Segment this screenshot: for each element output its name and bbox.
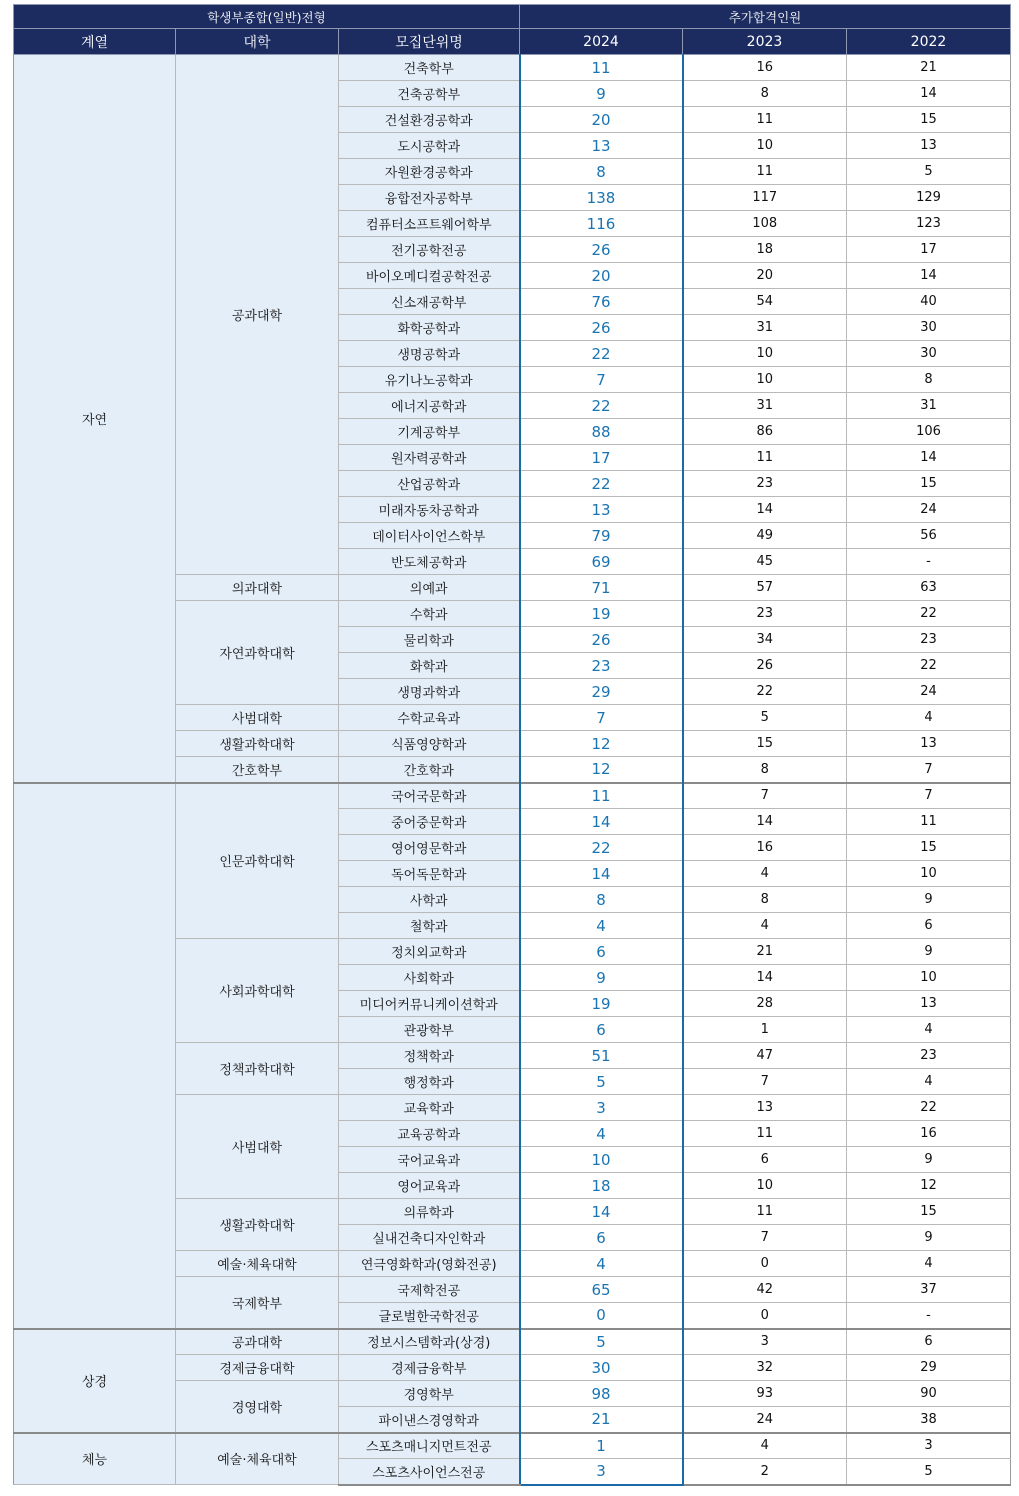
group-cell xyxy=(14,783,176,1329)
admission-type-header: 학생부종합(일반)전형 xyxy=(14,5,520,29)
table-row xyxy=(14,1329,1011,1355)
value-2023-cell: 93 xyxy=(683,1381,847,1407)
value-2024-cell: 69 xyxy=(520,549,683,575)
group-cell: 자연 xyxy=(14,55,176,783)
unit-name-cell: 의예과 xyxy=(339,575,520,601)
value-2024-cell: 4 xyxy=(520,1121,683,1147)
value-2023-cell: 7 xyxy=(683,783,847,809)
value-2024-cell: 6 xyxy=(520,1017,683,1043)
value-2022-cell: 13 xyxy=(847,731,1011,757)
value-2024-cell: 6 xyxy=(520,939,683,965)
unit-name-cell: 경영학부 xyxy=(339,1381,520,1407)
value-2023-cell: 10 xyxy=(683,341,847,367)
unit-name-cell: 스포츠사이언스전공 xyxy=(339,1459,520,1485)
value-2022-cell: 22 xyxy=(847,1095,1011,1121)
college-cell: 간호학부 xyxy=(176,757,339,783)
value-2022-cell: 5 xyxy=(847,159,1011,185)
unit-name-cell: 국어교육과 xyxy=(339,1147,520,1173)
value-2024-cell: 22 xyxy=(520,341,683,367)
value-2022-cell: 12 xyxy=(847,1173,1011,1199)
value-2023-cell: 42 xyxy=(683,1277,847,1303)
value-2022-cell: 9 xyxy=(847,1147,1011,1173)
college-cell: 경제금융대학 xyxy=(176,1355,339,1381)
unit-name-cell: 생명공학과 xyxy=(339,341,520,367)
value-2024-cell: 26 xyxy=(520,315,683,341)
year-2023-header: 2023 xyxy=(683,29,847,55)
value-2022-cell: 13 xyxy=(847,991,1011,1017)
value-2023-cell: 14 xyxy=(683,497,847,523)
value-2023-cell: 0 xyxy=(683,1251,847,1277)
value-2023-cell: 32 xyxy=(683,1355,847,1381)
unit-name-cell: 철학과 xyxy=(339,913,520,939)
unit-name-cell: 정치외교학과 xyxy=(339,939,520,965)
value-2023-cell: 8 xyxy=(683,887,847,913)
value-2022-cell: 56 xyxy=(847,523,1011,549)
value-2024-cell: 88 xyxy=(520,419,683,445)
unit-name-cell: 의류학과 xyxy=(339,1199,520,1225)
value-2023-cell: 23 xyxy=(683,471,847,497)
value-2022-cell: 16 xyxy=(847,1121,1011,1147)
college-cell: 공과대학 xyxy=(176,1329,339,1355)
value-2023-cell: 18 xyxy=(683,237,847,263)
value-2022-cell: 23 xyxy=(847,627,1011,653)
unit-name-cell: 실내건축디자인학과 xyxy=(339,1225,520,1251)
value-2022-cell: 10 xyxy=(847,965,1011,991)
value-2023-cell: 10 xyxy=(683,1173,847,1199)
value-2023-cell: 5 xyxy=(683,705,847,731)
value-2024-cell: 8 xyxy=(520,887,683,913)
unit-name-cell: 정책학과 xyxy=(339,1043,520,1069)
value-2023-cell: 34 xyxy=(683,627,847,653)
value-2022-cell: 13 xyxy=(847,133,1011,159)
value-2023-cell: 49 xyxy=(683,523,847,549)
value-2024-cell: 5 xyxy=(520,1329,683,1355)
value-2024-cell: 10 xyxy=(520,1147,683,1173)
value-2023-cell: 24 xyxy=(683,1407,847,1433)
unit-name-cell: 유기나노공학과 xyxy=(339,367,520,393)
college-cell: 사회과학대학 xyxy=(176,939,339,1043)
value-2022-cell: 5 xyxy=(847,1459,1011,1485)
unit-name-cell: 수학과 xyxy=(339,601,520,627)
value-2024-cell: 6 xyxy=(520,1225,683,1251)
value-2024-cell: 11 xyxy=(520,783,683,809)
value-2023-cell: 31 xyxy=(683,393,847,419)
value-2024-cell: 22 xyxy=(520,471,683,497)
unit-name-cell: 건축학부 xyxy=(339,55,520,81)
value-2024-cell: 29 xyxy=(520,679,683,705)
unit-name-cell: 영어영문학과 xyxy=(339,835,520,861)
value-2022-cell: 4 xyxy=(847,705,1011,731)
group-cell: 상경 xyxy=(14,1329,176,1433)
unit-name-cell: 글로벌한국학전공 xyxy=(339,1303,520,1329)
extra-admits-table xyxy=(13,4,1011,1486)
college-cell: 인문과학대학 xyxy=(176,783,339,939)
value-2024-cell: 1 xyxy=(520,1433,683,1459)
unit-name-cell: 자원환경공학과 xyxy=(339,159,520,185)
value-2024-cell: 17 xyxy=(520,445,683,471)
unit-name-cell: 사회학과 xyxy=(339,965,520,991)
unit-name-cell: 미래자동차공학과 xyxy=(339,497,520,523)
value-2022-cell: 14 xyxy=(847,445,1011,471)
unit-name-cell: 정보시스템학과(상경) xyxy=(339,1329,520,1355)
value-2023-cell: 4 xyxy=(683,861,847,887)
value-2022-cell: 90 xyxy=(847,1381,1011,1407)
value-2023-cell: 86 xyxy=(683,419,847,445)
value-2023-cell: 0 xyxy=(683,1303,847,1329)
college-cell: 사범대학 xyxy=(176,1095,339,1199)
unit-column-header: 모집단위명 xyxy=(339,29,520,55)
value-2023-cell: 45 xyxy=(683,549,847,575)
value-2023-cell: 14 xyxy=(683,809,847,835)
value-2024-cell: 13 xyxy=(520,497,683,523)
value-2022-cell: 4 xyxy=(847,1069,1011,1095)
value-2023-cell: 13 xyxy=(683,1095,847,1121)
value-2024-cell: 138 xyxy=(520,185,683,211)
value-2024-cell: 3 xyxy=(520,1095,683,1121)
value-2024-cell: 26 xyxy=(520,627,683,653)
value-2024-cell: 22 xyxy=(520,835,683,861)
value-2023-cell: 11 xyxy=(683,159,847,185)
table-row xyxy=(14,783,1011,809)
value-2023-cell: 1 xyxy=(683,1017,847,1043)
value-2022-cell: 4 xyxy=(847,1251,1011,1277)
value-2023-cell: 11 xyxy=(683,1121,847,1147)
table-body xyxy=(14,55,1011,1485)
value-2023-cell: 14 xyxy=(683,965,847,991)
unit-name-cell: 사학과 xyxy=(339,887,520,913)
value-2024-cell: 71 xyxy=(520,575,683,601)
value-2022-cell: 30 xyxy=(847,315,1011,341)
college-cell: 경영대학 xyxy=(176,1381,339,1433)
value-2024-cell: 21 xyxy=(520,1407,683,1433)
value-2024-cell: 4 xyxy=(520,913,683,939)
year-2024-header: 2024 xyxy=(520,29,683,55)
value-2022-cell: 23 xyxy=(847,1043,1011,1069)
value-2023-cell: 47 xyxy=(683,1043,847,1069)
value-2024-cell: 20 xyxy=(520,107,683,133)
value-2022-cell: 15 xyxy=(847,471,1011,497)
value-2023-cell: 10 xyxy=(683,367,847,393)
value-2024-cell: 9 xyxy=(520,965,683,991)
college-cell: 예술·체육대학 xyxy=(176,1251,339,1277)
value-2024-cell: 12 xyxy=(520,757,683,783)
value-2023-cell: 26 xyxy=(683,653,847,679)
value-2023-cell: 7 xyxy=(683,1225,847,1251)
admission-table-container xyxy=(13,4,1010,1486)
value-2023-cell: 4 xyxy=(683,1433,847,1459)
value-2022-cell: 9 xyxy=(847,939,1011,965)
value-2022-cell: 11 xyxy=(847,809,1011,835)
value-2022-cell: 29 xyxy=(847,1355,1011,1381)
unit-name-cell: 기계공학부 xyxy=(339,419,520,445)
value-2022-cell: 123 xyxy=(847,211,1011,237)
value-2022-cell: 6 xyxy=(847,1329,1011,1355)
value-2023-cell: 117 xyxy=(683,185,847,211)
value-2024-cell: 14 xyxy=(520,861,683,887)
group-column-header: 계열 xyxy=(14,29,176,55)
extra-admits-header: 추가합격인원 xyxy=(520,5,1011,29)
value-2023-cell: 7 xyxy=(683,1069,847,1095)
value-2023-cell: 8 xyxy=(683,757,847,783)
value-2023-cell: 31 xyxy=(683,315,847,341)
unit-name-cell: 행정학과 xyxy=(339,1069,520,1095)
unit-name-cell: 바이오메디컬공학전공 xyxy=(339,263,520,289)
value-2023-cell: 22 xyxy=(683,679,847,705)
table-header xyxy=(14,5,1011,55)
unit-name-cell: 영어교육과 xyxy=(339,1173,520,1199)
value-2022-cell: 63 xyxy=(847,575,1011,601)
unit-name-cell: 국어국문학과 xyxy=(339,783,520,809)
value-2023-cell: 6 xyxy=(683,1147,847,1173)
value-2023-cell: 4 xyxy=(683,913,847,939)
college-cell: 자연과학대학 xyxy=(176,601,339,705)
value-2022-cell: 24 xyxy=(847,497,1011,523)
value-2023-cell: 16 xyxy=(683,835,847,861)
college-cell: 의과대학 xyxy=(176,575,339,601)
unit-name-cell: 국제학전공 xyxy=(339,1277,520,1303)
unit-name-cell: 융합전자공학부 xyxy=(339,185,520,211)
value-2022-cell: 24 xyxy=(847,679,1011,705)
unit-name-cell: 간호학과 xyxy=(339,757,520,783)
college-cell: 예술·체육대학 xyxy=(176,1433,339,1485)
value-2022-cell: - xyxy=(847,1303,1011,1329)
unit-name-cell: 도시공학과 xyxy=(339,133,520,159)
value-2022-cell: 7 xyxy=(847,757,1011,783)
value-2022-cell: 3 xyxy=(847,1433,1011,1459)
college-column-header: 대학 xyxy=(176,29,339,55)
unit-name-cell: 수학교육과 xyxy=(339,705,520,731)
value-2023-cell: 28 xyxy=(683,991,847,1017)
value-2024-cell: 4 xyxy=(520,1251,683,1277)
unit-name-cell: 연극영화학과(영화전공) xyxy=(339,1251,520,1277)
value-2022-cell: 9 xyxy=(847,1225,1011,1251)
value-2022-cell: 15 xyxy=(847,1199,1011,1225)
value-2023-cell: 54 xyxy=(683,289,847,315)
value-2024-cell: 26 xyxy=(520,237,683,263)
value-2024-cell: 76 xyxy=(520,289,683,315)
college-cell: 국제학부 xyxy=(176,1277,339,1329)
value-2022-cell: 8 xyxy=(847,367,1011,393)
value-2024-cell: 22 xyxy=(520,393,683,419)
value-2023-cell: 11 xyxy=(683,107,847,133)
unit-name-cell: 중어중문학과 xyxy=(339,809,520,835)
unit-name-cell: 컴퓨터소프트웨어학부 xyxy=(339,211,520,237)
value-2022-cell: 31 xyxy=(847,393,1011,419)
unit-name-cell: 데이터사이언스학부 xyxy=(339,523,520,549)
value-2024-cell: 3 xyxy=(520,1459,683,1485)
value-2023-cell: 10 xyxy=(683,133,847,159)
unit-name-cell: 물리학과 xyxy=(339,627,520,653)
value-2022-cell: 38 xyxy=(847,1407,1011,1433)
unit-name-cell: 전기공학전공 xyxy=(339,237,520,263)
value-2022-cell: 6 xyxy=(847,913,1011,939)
unit-name-cell: 에너지공학과 xyxy=(339,393,520,419)
value-2023-cell: 16 xyxy=(683,55,847,81)
college-cell: 사범대학 xyxy=(176,705,339,731)
value-2024-cell: 30 xyxy=(520,1355,683,1381)
value-2022-cell: 14 xyxy=(847,81,1011,107)
value-2022-cell: 4 xyxy=(847,1017,1011,1043)
unit-name-cell: 산업공학과 xyxy=(339,471,520,497)
value-2024-cell: 98 xyxy=(520,1381,683,1407)
value-2023-cell: 2 xyxy=(683,1459,847,1485)
value-2022-cell: 9 xyxy=(847,887,1011,913)
value-2024-cell: 13 xyxy=(520,133,683,159)
unit-name-cell: 건축공학부 xyxy=(339,81,520,107)
unit-name-cell: 건설환경공학과 xyxy=(339,107,520,133)
value-2022-cell: 15 xyxy=(847,107,1011,133)
value-2023-cell: 57 xyxy=(683,575,847,601)
college-cell: 정책과학대학 xyxy=(176,1043,339,1095)
value-2024-cell: 65 xyxy=(520,1277,683,1303)
unit-name-cell: 독어독문학과 xyxy=(339,861,520,887)
value-2022-cell: 15 xyxy=(847,835,1011,861)
value-2024-cell: 116 xyxy=(520,211,683,237)
value-2023-cell: 3 xyxy=(683,1329,847,1355)
unit-name-cell: 화학과 xyxy=(339,653,520,679)
value-2022-cell: 30 xyxy=(847,341,1011,367)
value-2022-cell: 129 xyxy=(847,185,1011,211)
value-2024-cell: 79 xyxy=(520,523,683,549)
value-2022-cell: 7 xyxy=(847,783,1011,809)
table-row xyxy=(14,55,1011,81)
unit-name-cell: 반도체공학과 xyxy=(339,549,520,575)
value-2024-cell: 8 xyxy=(520,159,683,185)
value-2023-cell: 23 xyxy=(683,601,847,627)
value-2024-cell: 9 xyxy=(520,81,683,107)
value-2024-cell: 5 xyxy=(520,1069,683,1095)
unit-name-cell: 화학공학과 xyxy=(339,315,520,341)
value-2022-cell: 17 xyxy=(847,237,1011,263)
value-2023-cell: 20 xyxy=(683,263,847,289)
value-2024-cell: 19 xyxy=(520,601,683,627)
table-row xyxy=(14,1433,1011,1459)
unit-name-cell: 파이낸스경영학과 xyxy=(339,1407,520,1433)
unit-name-cell: 교육학과 xyxy=(339,1095,520,1121)
unit-name-cell: 식품영양학과 xyxy=(339,731,520,757)
value-2022-cell: 21 xyxy=(847,55,1011,81)
value-2024-cell: 0 xyxy=(520,1303,683,1329)
value-2023-cell: 11 xyxy=(683,445,847,471)
value-2024-cell: 19 xyxy=(520,991,683,1017)
value-2024-cell: 7 xyxy=(520,367,683,393)
value-2022-cell: 106 xyxy=(847,419,1011,445)
value-2022-cell: 10 xyxy=(847,861,1011,887)
value-2022-cell: 40 xyxy=(847,289,1011,315)
value-2022-cell: 14 xyxy=(847,263,1011,289)
unit-name-cell: 교육공학과 xyxy=(339,1121,520,1147)
value-2024-cell: 12 xyxy=(520,731,683,757)
value-2022-cell: 22 xyxy=(847,653,1011,679)
unit-name-cell: 원자력공학과 xyxy=(339,445,520,471)
unit-name-cell: 생명과학과 xyxy=(339,679,520,705)
value-2022-cell: 37 xyxy=(847,1277,1011,1303)
value-2023-cell: 15 xyxy=(683,731,847,757)
unit-name-cell: 경제금융학부 xyxy=(339,1355,520,1381)
value-2024-cell: 23 xyxy=(520,653,683,679)
value-2023-cell: 21 xyxy=(683,939,847,965)
value-2024-cell: 7 xyxy=(520,705,683,731)
value-2024-cell: 51 xyxy=(520,1043,683,1069)
college-cell: 생활과학대학 xyxy=(176,1199,339,1251)
unit-name-cell: 관광학부 xyxy=(339,1017,520,1043)
value-2024-cell: 14 xyxy=(520,1199,683,1225)
value-2023-cell: 11 xyxy=(683,1199,847,1225)
college-cell: 생활과학대학 xyxy=(176,731,339,757)
year-2022-header: 2022 xyxy=(847,29,1011,55)
value-2024-cell: 11 xyxy=(520,55,683,81)
unit-name-cell: 미디어커뮤니케이션학과 xyxy=(339,991,520,1017)
value-2024-cell: 20 xyxy=(520,263,683,289)
group-cell: 체능 xyxy=(14,1433,176,1485)
value-2024-cell: 14 xyxy=(520,809,683,835)
college-cell: 공과대학 xyxy=(176,55,339,575)
value-2024-cell: 18 xyxy=(520,1173,683,1199)
value-2022-cell: - xyxy=(847,549,1011,575)
unit-name-cell: 신소재공학부 xyxy=(339,289,520,315)
value-2022-cell: 22 xyxy=(847,601,1011,627)
value-2023-cell: 8 xyxy=(683,81,847,107)
value-2023-cell: 108 xyxy=(683,211,847,237)
unit-name-cell: 스포츠매니지먼트전공 xyxy=(339,1433,520,1459)
